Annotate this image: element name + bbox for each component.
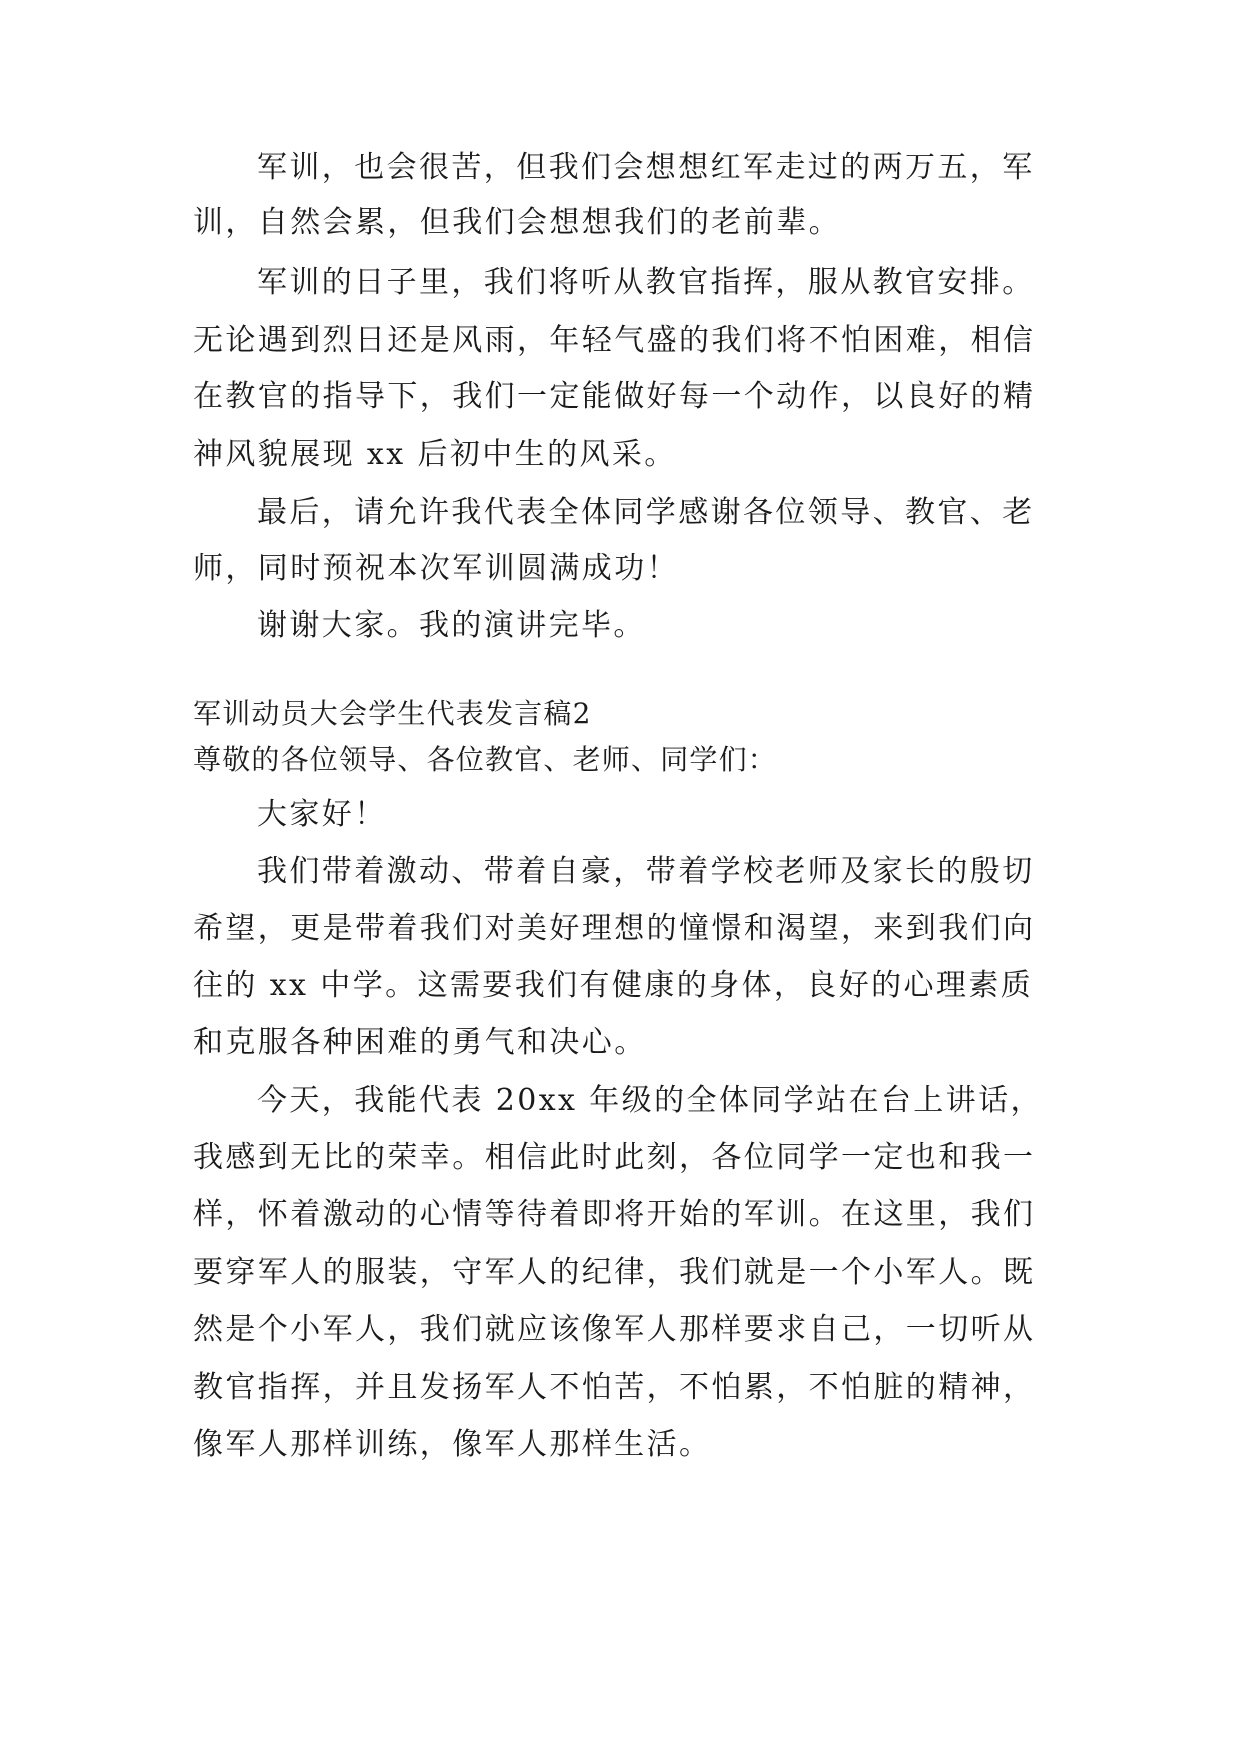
paragraph-2-line-4: 神风貌展现 xx 后初中生的风采。	[193, 437, 677, 472]
section2-paragraph-2-line-6: 教官指挥，并且发扬军人不怕苦，不怕累，不怕脏的精神，	[193, 1370, 1036, 1405]
section2-paragraph-2-line-1: 今天，我能代表 20xx 年级的全体同学站在台上讲话，	[257, 1083, 1043, 1118]
salutation: 尊敬的各位领导、各位教官、老师、同学们：	[193, 743, 778, 776]
paragraph-1-line-1: 军训，也会很苦，但我们会想想红军走过的两万五，军	[257, 150, 1035, 185]
section2-paragraph-1-line-2: 希望，更是带着我们对美好理想的憧憬和渴望，来到我们向	[193, 911, 1036, 946]
section2-paragraph-1-line-4: 和克服各种困难的勇气和决心。	[193, 1025, 647, 1060]
paragraph-2-line-3: 在教官的指导下，我们一定能做好每一个动作，以良好的精	[193, 379, 1036, 414]
paragraph-3-line-2: 师，同时预祝本次军训圆满成功！	[193, 551, 679, 586]
paragraph-2-line-1: 军训的日子里，我们将听从教官指挥，服从教官安排。	[257, 265, 1035, 300]
section2-paragraph-2-line-5: 然是个小军人，我们就应该像军人那样要求自己，一切听从	[193, 1312, 1036, 1347]
section2-paragraph-2-line-3: 样，怀着激动的心情等待着即将开始的军训。在这里，我们	[193, 1197, 1036, 1232]
greeting: 大家好！	[257, 797, 387, 832]
section2-paragraph-1-line-1: 我们带着激动、带着自豪，带着学校老师及家长的殷切	[257, 854, 1035, 889]
paragraph-2-line-2: 无论遇到烈日还是风雨，年轻气盛的我们将不怕困难，相信	[193, 323, 1036, 358]
section2-paragraph-2-line-2: 我感到无比的荣幸。相信此时此刻，各位同学一定也和我一	[193, 1140, 1036, 1175]
paragraph-1-line-2: 训，自然会累，但我们会想想我们的老前辈。	[193, 205, 841, 240]
section-title: 军训动员大会学生代表发言稿2	[193, 697, 592, 730]
section2-paragraph-2-line-7: 像军人那样训练，像军人那样生活。	[193, 1427, 712, 1462]
paragraph-4-line-1: 谢谢大家。我的演讲完毕。	[257, 608, 646, 643]
paragraph-3-line-1: 最后，请允许我代表全体同学感谢各位领导、教官、老	[257, 495, 1035, 530]
section2-paragraph-2-line-4: 要穿军人的服装，守军人的纪律，我们就是一个小军人。既	[193, 1255, 1036, 1290]
section2-paragraph-1-line-3: 往的 xx 中学。这需要我们有健康的身体，良好的心理素质	[193, 968, 1034, 1003]
